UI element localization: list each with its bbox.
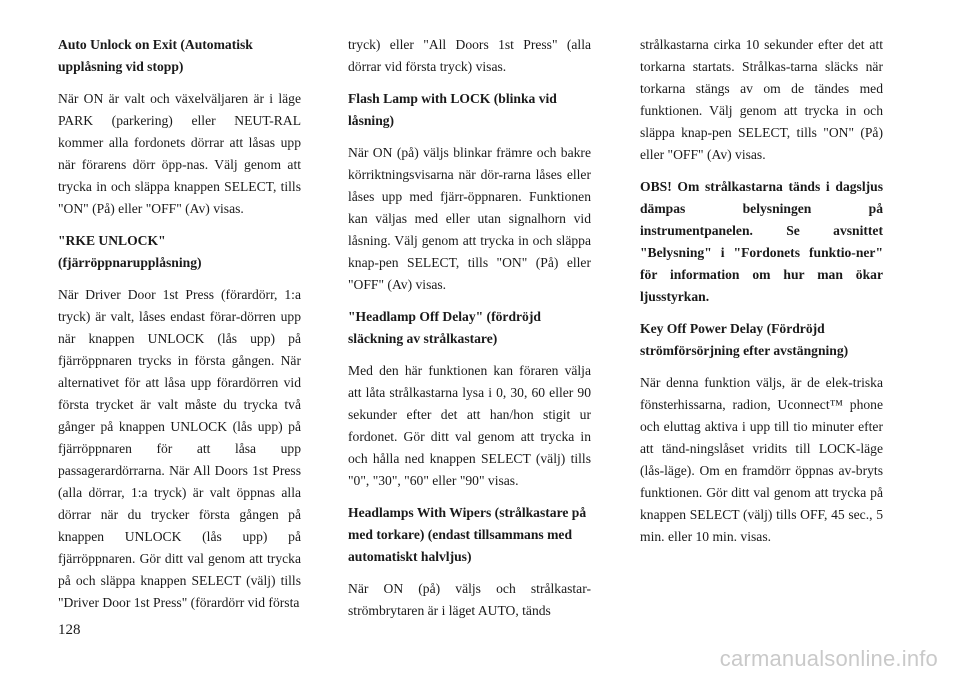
paragraph-rke-unlock: När Driver Door 1st Press (förardörr, 1:a tryck) är valt, låses endast förar-dörren upp när knappen UNLOCK (lås upp) på fjärröppnaren trycks in första gången. När alternativet för att låsa upp förardörren vid första trycket är valt måste du trycka två gånger på knappen UNLOCK (lås upp) på fjärröppnaren för att låsa upp passagerardörrarna. När All Doors 1st Press (alla dörrar, 1:a tryck) är valt öppnas alla dörrar när du trycker första gången på knappen UNLOCK (lås upp) på fjärröppnaren. Gör ditt val genom att trycka på och släppa knappen SELECT (välj) tills "Driver Door 1st Press" (förardörr vid första [58, 287, 301, 610]
paragraph-headlamps-wipers: När ON (på) väljs och strålkastar-strömbrytaren är i läget AUTO, tänds [348, 581, 591, 618]
column-left [58, 34, 301, 624]
paragraph-auto-unlock: När ON är valt och växelväljaren är i läge PARK (parkering) eller NEUT-RAL kommer alla fordonets dörrar att låsas upp när förarens dörr öpp-nas. Välj genom att trycka in och släppa knappen SELECT, tills "ON" (På) eller "OFF" (Av) visas. [58, 91, 301, 216]
note-paragraph: OBS! Om strålkastarna tänds i dagsljus dämpas belysningen på instrumentpanelen. Se avsnittet "Belysning" i "Fordonets funktio-ner" för information om hur man ökar ljusstyrkan. [640, 179, 883, 304]
page-number: 128 [58, 622, 81, 638]
paragraph-headlamp-off-delay: Med den här funktionen kan föraren välja att låta strålkastarna lysa i 0, 30, 60 eller 90 sekunder efter det att han/hon stigit ur fordonet. Gör ditt val genom att trycka in och hålla ned knappen SELECT (välj) tills "0", "30", "60" eller "90" visas. [348, 363, 591, 488]
section-heading-flash-lamp: Flash Lamp with LOCK (blinka vid låsning) [348, 91, 557, 128]
section-heading-rke-unlock: "RKE UNLOCK" (fjärröppnarupplåsning) [58, 233, 202, 270]
column-middle [348, 34, 591, 632]
column-right [640, 34, 883, 558]
section-heading-headlamps-wipers: Headlamps With Wipers (strålkastare på med torkare) (endast tillsammans med automatiskt halvljus) [348, 505, 587, 564]
section-heading-key-off-power-delay: Key Off Power Delay (Fördröjd strömförsörjning efter avstängning) [640, 321, 849, 358]
watermark: carmanualsonline.info [719, 646, 938, 671]
paragraph-rke-continued: tryck) eller "All Doors 1st Press" (alla dörrar vid första tryck) visas. [348, 37, 591, 74]
paragraph-flash-lamp: När ON (på) väljs blinkar främre och bakre körriktningsvisarna när dör-rarna låses eller låses upp med fjärr-öppnaren. Funktionen kan väljas med eller utan signalhorn vid låsning. Välj genom att trycka in och släppa knap-pen SELECT, tills "ON" (På) eller "OFF" (Av) visas. [348, 145, 591, 292]
paragraph-headlamps-wipers-continued: strålkastarna cirka 10 sekunder efter det att torkarna startats. Strålkas-tarna släcks när torkarna stängs av om de tändes med funktionen. Välj genom att trycka in och släppa knap-pen SELECT, tills "ON" (På) eller "OFF" (Av) visas. [640, 37, 883, 162]
section-heading-headlamp-off-delay: "Headlamp Off Delay" (fördröjd släckning av strålkastare) [348, 309, 541, 346]
paragraph-key-off-power-delay: När denna funktion väljs, är de elek-triska fönsterhissarna, radion, Uconnect™ phone och eluttag aktiva i upp till tio minuter efter att tänd-ningslåset vridits till LOCK-läge (lås-läge). Om en framdörr öppnas av-bryts funktionen. Gör ditt val genom att trycka på knappen SELECT (välj) tills OFF, 45 sec., 5 min. eller 10 min. visas. [640, 375, 883, 544]
section-heading-auto-unlock: Auto Unlock on Exit (Automatisk upplåsning vid stopp) [58, 37, 253, 74]
